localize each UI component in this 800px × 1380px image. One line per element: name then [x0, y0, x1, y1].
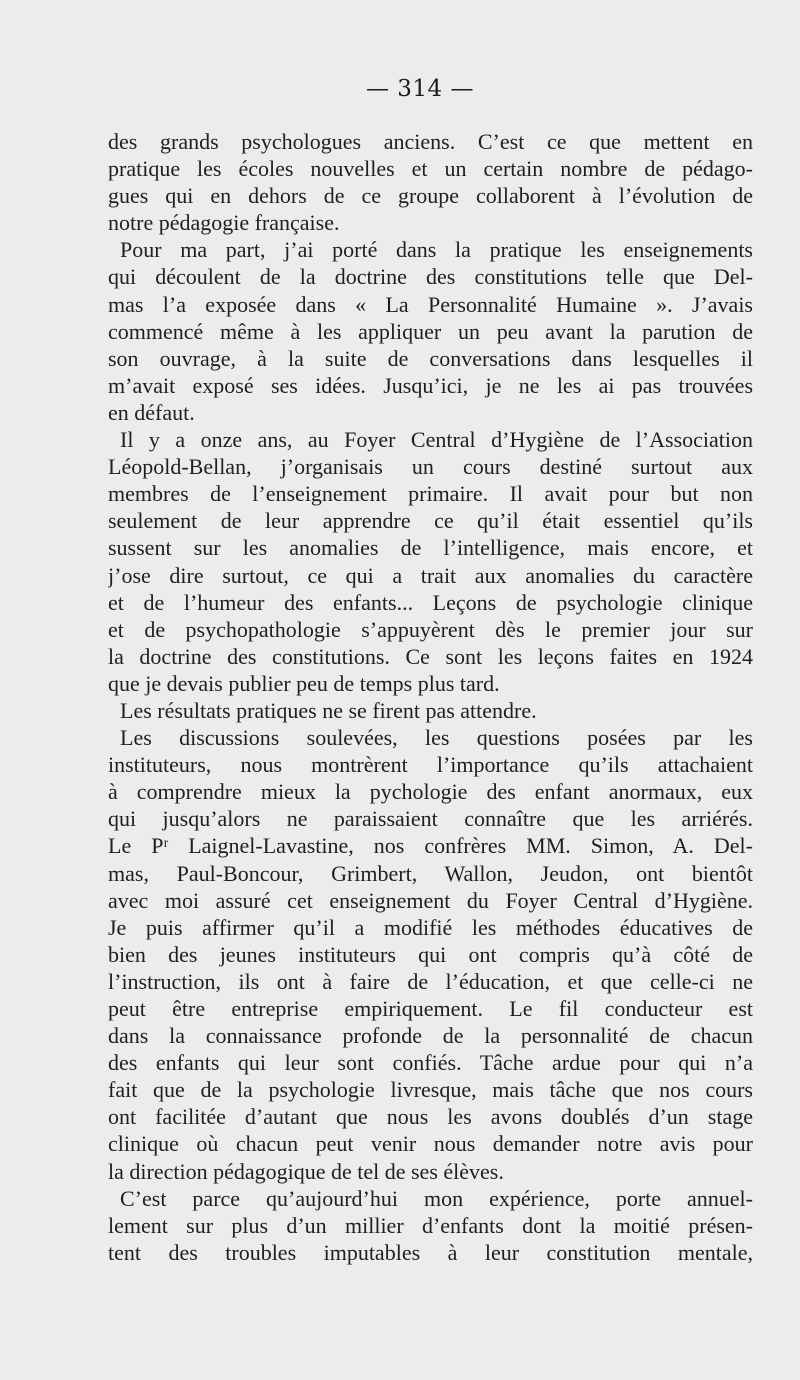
text-line: Il y a onze ans, au Foyer Central d’Hygiène de l’Association	[120, 427, 753, 453]
text-line: et de l’humeur des enfants... Leçons de psychologie clinique	[108, 589, 753, 615]
text-line: instituteurs, nous montrèrent l’importance qu’ils attachaient	[108, 752, 753, 778]
text-line: des grands psychologues anciens. C’est ce que mettent en	[108, 129, 753, 154]
text-line: Léopold-Bellan, j’organisais un cours destiné surtout aux	[108, 454, 753, 480]
text-line: dans la connaissance profonde de la personnalité de chacun	[108, 1023, 753, 1049]
text-line: mas, Paul-Boncour, Grimbert, Wallon, Jeudon, ont bientôt	[108, 860, 753, 886]
text-line: l’instruction, ils ont à faire de l’éducation, et que celle-ci ne	[108, 968, 753, 994]
text-line: membres de l’enseignement primaire. Il avait pour but non	[108, 481, 753, 507]
text-line: et de psychopathologie s’appuyèrent dès le premier jour sur	[108, 616, 753, 642]
text-line: sussent sur les anomalies de l’intelligence, mais encore, et	[108, 535, 753, 561]
text-line: qui jusqu’alors ne paraissaient connaître que les arriérés.	[108, 806, 753, 832]
text-line: seulement de leur apprendre ce qu’il était essentiel qu’ils	[108, 508, 753, 534]
text-line: en défaut.	[108, 399, 195, 425]
text-line: bien des jeunes instituteurs qui ont compris qu’à côté de	[108, 941, 753, 967]
text-line: Pour ma part, j’ai porté dans la pratique les enseignements	[120, 237, 753, 263]
text-line: gues qui en dehors de ce groupe collaborent à l’évolution de	[108, 183, 753, 209]
text-line: m’avait exposé ses idées. Jusqu’ici, je ne les ai pas trouvées	[108, 372, 753, 398]
text-line: Je puis affirmer qu’il a modifié les méthodes éducatives de	[108, 914, 753, 940]
page-number: — 314 —	[365, 76, 475, 102]
text-line: pratique les écoles nouvelles et un certain nombre de pédago-	[108, 156, 753, 182]
text-line: son ouvrage, à la suite de conversations dans lesquelles il	[108, 345, 753, 371]
text-line: j’ose dire surtout, ce qui a trait aux anomalies du caractère	[108, 562, 753, 588]
text-line: C’est parce qu’aujourd’hui mon expérience, porte annuel-	[120, 1185, 753, 1211]
text-line: que je devais publier peu de temps plus tard.	[108, 670, 500, 696]
text-line: la direction pédagogique de tel de ses élèves.	[108, 1158, 504, 1184]
text-line: mas l’a exposée dans « La Personnalité Humaine ». J’avais	[108, 291, 753, 317]
text-line: qui découlent de la doctrine des constitutions telle que Del-	[108, 264, 753, 290]
text-line: Les discussions soulevées, les questions posées par les	[120, 725, 753, 751]
text-line: notre pédagogie française.	[108, 210, 340, 236]
text-line: la doctrine des constitutions. Ce sont les leçons faites en 1924	[108, 643, 753, 669]
text-line: Le Pʳ Laignel-Lavastine, nos confrères MM. Simon, A. Del-	[108, 833, 753, 859]
text-line: Les résultats pratiques ne se firent pas attendre.	[120, 697, 537, 723]
text-line: fait que de la psychologie livresque, mais tâche que nos cours	[108, 1077, 753, 1103]
body-text	[108, 128, 753, 1266]
text-line: commencé même à les appliquer un peu avant la parution de	[108, 318, 753, 344]
text-line: clinique où chacun peut venir nous demander notre avis pour	[108, 1131, 753, 1157]
text-line: à comprendre mieux la pychologie des enfant anormaux, eux	[108, 779, 753, 805]
text-line: lement sur plus d’un millier d’enfants dont la moitié présen-	[108, 1212, 753, 1238]
text-line: ont facilitée d’autant que nous les avons doublés d’un stage	[108, 1104, 753, 1130]
text-line: des enfants qui leur sont confiés. Tâche ardue pour qui n’a	[108, 1050, 753, 1076]
text-line: tent des troubles imputables à leur constitution mentale,	[108, 1239, 753, 1265]
text-line: peut être entreprise empiriquement. Le fil conducteur est	[108, 996, 753, 1021]
text-line: avec moi assuré cet enseignement du Foyer Central d’Hygiène.	[108, 887, 753, 913]
